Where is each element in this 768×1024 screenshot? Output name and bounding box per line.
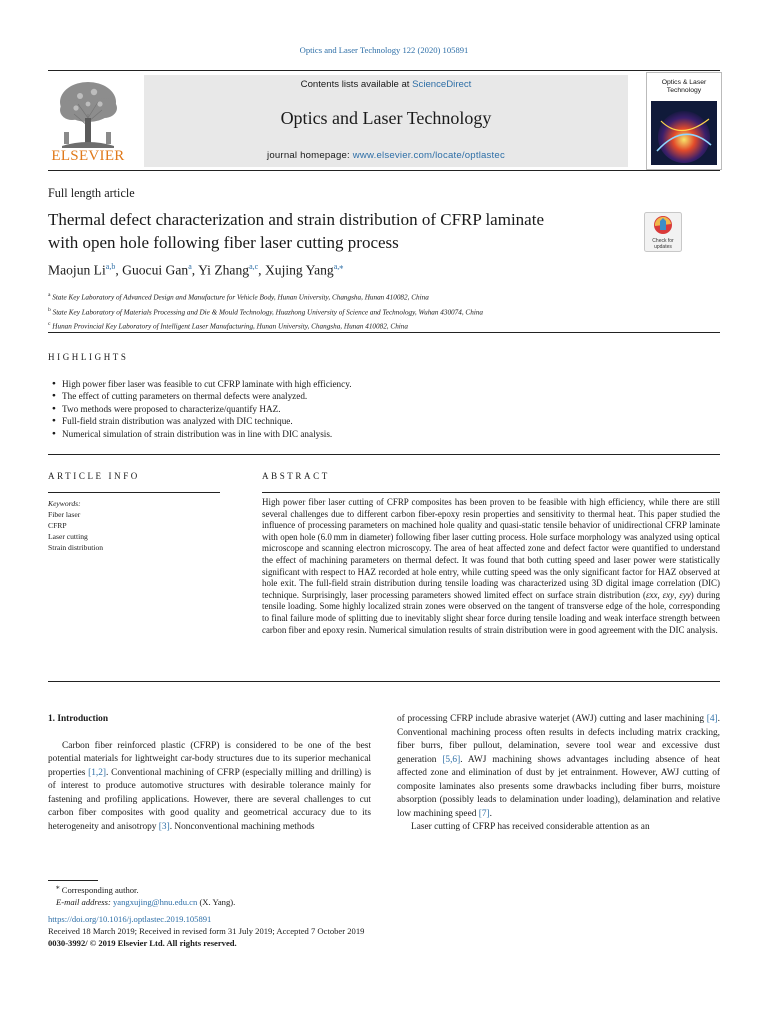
- affiliation-list: [48, 289, 483, 333]
- author-name[interactable]: Maojun Li: [48, 262, 106, 278]
- abstract-heading: ABSTRACT: [262, 471, 330, 481]
- contents-prefix: Contents lists available at: [300, 79, 413, 90]
- cover-title-line-2: Technology: [666, 86, 702, 94]
- cover-artwork-icon: [651, 101, 717, 165]
- corresponding-author-note: ⁎ Corresponding author.: [56, 883, 139, 895]
- article-type: Full length article: [48, 186, 135, 200]
- author-list: [48, 262, 343, 279]
- section-divider: [48, 332, 720, 333]
- article-info-rule: [48, 492, 220, 493]
- homepage-prefix: journal homepage:: [267, 150, 353, 161]
- email-line: [56, 896, 235, 908]
- author-name[interactable]: Xujing Yang: [264, 262, 334, 278]
- cover-title-line-1: Optics & Laser: [661, 79, 707, 86]
- affiliation-item: $^b$ State Key Laboratory of Materials Processing and Die & Mould Technology, Huazhong University of Science and Technology, Wuhan 430074, China: [48, 306, 484, 316]
- keyword: CFRP: [48, 521, 67, 530]
- abstract-rule: [262, 492, 720, 493]
- article-title: [48, 208, 638, 254]
- citation-link[interactable]: [7]: [478, 808, 490, 819]
- author-separator: ,: [115, 262, 123, 278]
- article-info-heading: ARTICLE INFO: [48, 471, 140, 481]
- author-affil-sup[interactable]: a,⁎: [333, 262, 344, 271]
- author-separator: ,: [191, 262, 199, 278]
- check-for-updates-line-2: updates: [654, 244, 672, 250]
- body-left-column: [48, 713, 371, 834]
- author-name[interactable]: Guocui Gan: [122, 262, 189, 278]
- citation-link[interactable]: [1,2]: [88, 767, 107, 778]
- highlight-item: ● Two methods were proposed to characterize/quantify HAZ.: [52, 403, 352, 415]
- strain-xx: εxx: [645, 589, 658, 600]
- citation-link[interactable]: [5,6]: [442, 754, 461, 765]
- keyword: Fiber laser: [48, 510, 81, 519]
- sciencedirect-link[interactable]: ScienceDirect: [412, 79, 472, 90]
- affiliation-item: $^a$ State Key Laboratory of Advanced Design and Manufacture for Vehicle Body, Hunan University, Changsha, Hunan 410082, China: [48, 292, 429, 302]
- author-separator: ,: [258, 262, 265, 278]
- keywords-block: [48, 498, 103, 553]
- strain-xy: εxy: [662, 589, 675, 600]
- body-paragraph: Laser cutting of CFRP has received considerable attention as an: [411, 822, 650, 832]
- strain-yy: εyy: [679, 589, 691, 600]
- front-matter: [48, 913, 364, 950]
- body-paragraph: Carbon fiber reinforced plastic (CFRP) is considered to be one of the best potential materials for lightweight car-body structures due to its superior mechanical properties [1,2]. Conventional machining of CFRP (especially milling and drilling) is of interest to produce automotive structures with desirable tolerance mainly for fastening and profiling applications. However, there are several challenges to cut carbon fiber composites with good quality and geometrical accuracy due to its heterogeneity and anisotropy [3]. Nonconventional machining methods: [48, 740, 371, 832]
- journal-title: Optics and Laser Technology: [280, 108, 492, 128]
- highlights-list: [52, 378, 352, 440]
- check-for-updates-line-1: Check for: [652, 238, 674, 244]
- cover-title: [647, 79, 721, 94]
- section-heading-introduction: 1. Introduction: [48, 714, 109, 724]
- citation-link[interactable]: [3]: [158, 821, 170, 832]
- email-link[interactable]: yangxujing@hnu.edu.cn: [112, 896, 198, 907]
- author-affil-sup[interactable]: a,b: [105, 262, 116, 271]
- email-label: E-mail address:: [56, 896, 111, 907]
- body-paragraph: of processing CFRP include abrasive waterjet (AWJ) cutting and laser machining [4]. Conventional machining process often results in defects including matrix cracking, fiber burrs, fiber pullout, delamination, severe tool wear and excessive dust generation [5,6]. AWJ machining shows advantages including absence of heat affected zone and elimination of dust by jet entrainment. However, AWJ cutting of composite laminates also presents some drawbacks including fiber burrs, moisture absorption (possibly leads to delamination under loading), delamination and relative low machining speed [7].: [397, 714, 720, 819]
- copyright-line: 0030-3992/ © 2019 Elsevier Ltd. All rights reserved.: [48, 938, 237, 949]
- highlight-item: ● The effect of cutting parameters on thermal defects were analyzed.: [52, 390, 352, 402]
- footnote-block: [56, 881, 235, 908]
- journal-cover-thumbnail[interactable]: [646, 72, 722, 170]
- contents-available-line: [144, 79, 628, 90]
- journal-homepage-link[interactable]: www.elsevier.com/locate/optlastec: [352, 150, 505, 161]
- affiliation-item: $^c$ Hunan Provincial Key Laboratory of Intelligent Laser Manufacturing, Hunan University, Changsha, Hunan 410082, China: [48, 321, 408, 331]
- keywords-label: Keywords:: [48, 499, 81, 508]
- doi-link[interactable]: https://doi.org/10.1016/j.optlastec.2019.105891: [48, 914, 212, 924]
- email-owner: (X. Yang).: [199, 896, 236, 907]
- elsevier-wordmark: ELSEVIER: [51, 148, 125, 164]
- article-title-line-1: Thermal defect characterization and strain distribution of CFRP laminate: [48, 210, 544, 229]
- journal-homepage-line: [144, 150, 628, 161]
- section-divider: [48, 681, 720, 682]
- section-divider: [48, 454, 720, 455]
- masthead-top-rule: [48, 70, 720, 71]
- author-affil-sup[interactable]: a: [188, 262, 192, 271]
- article-title-line-2: with open hole following fiber laser cutting process: [48, 233, 399, 252]
- received-dates: Received 18 March 2019; Received in revised form 31 July 2019; Accepted 7 October 2019: [48, 926, 365, 937]
- author-affil-sup[interactable]: a,c: [249, 262, 259, 271]
- journal-reference[interactable]: Optics and Laser Technology 122 (2020) 105891: [299, 45, 469, 55]
- highlight-item: ● Numerical simulation of strain distribution was in line with DIC analysis.: [52, 428, 352, 440]
- author-name[interactable]: Yi Zhang: [198, 262, 250, 278]
- keyword: Laser cutting: [48, 532, 88, 541]
- highlight-item: ● High power fiber laser was feasible to cut CFRP laminate with high efficiency.: [52, 378, 352, 390]
- keyword: Strain distribution: [48, 543, 104, 552]
- body-right-column: [397, 713, 720, 835]
- highlights-heading: HIGHLIGHTS: [48, 352, 129, 362]
- citation-link[interactable]: [4]: [706, 714, 718, 724]
- check-for-updates-icon[interactable]: [644, 212, 682, 252]
- abstract-text: High power fiber laser cutting of CFRP composites has been proven to be feasible with high efficiency, while there are still several challenges due to different carbon fiber-epoxy resin properties and sensitivity to thermal heat. This paper studied the influence of processing parameters on machined hole quality and quasi-static tensile behavior of unidirectional CFRP laminate with open hole (6.0 mm in diameter) following fiber laser cutting process. Hole surface morphology was analyzed using optical microscope and scanning electron microscopy. The area of heat affected zone and defect factor were quantified to understand the effect of machining parameters on thermal defect. It was found that both cutting speed and laser power were statistically significant with respect to HAZ recorded at hole entry, while cutting speed was the only significant factor for HAZ observed at hole exit. The full-field strain distribution during tensile loading was characterized using 3D digital image correlation (DIC) technique. Surprisingly, laser processing parameters showed limited effect on surface strain distribution (εxx, εxy, εyy) during tensile loading. Some highly localized strain zones were observed on the tangent of transverse edge of the hole, corresponding to final failure mode of splitting due to inevitably slight shear force during tensile loading and weak interface strength between carbon fiber and epoxy resin. Numerical simulation results of strain distribution were in good agreement with the DIC analysis.: [262, 497, 721, 635]
- masthead-bottom-rule: [48, 170, 720, 171]
- highlight-item: ● Full-field strain distribution was analyzed with DIC technique.: [52, 415, 352, 427]
